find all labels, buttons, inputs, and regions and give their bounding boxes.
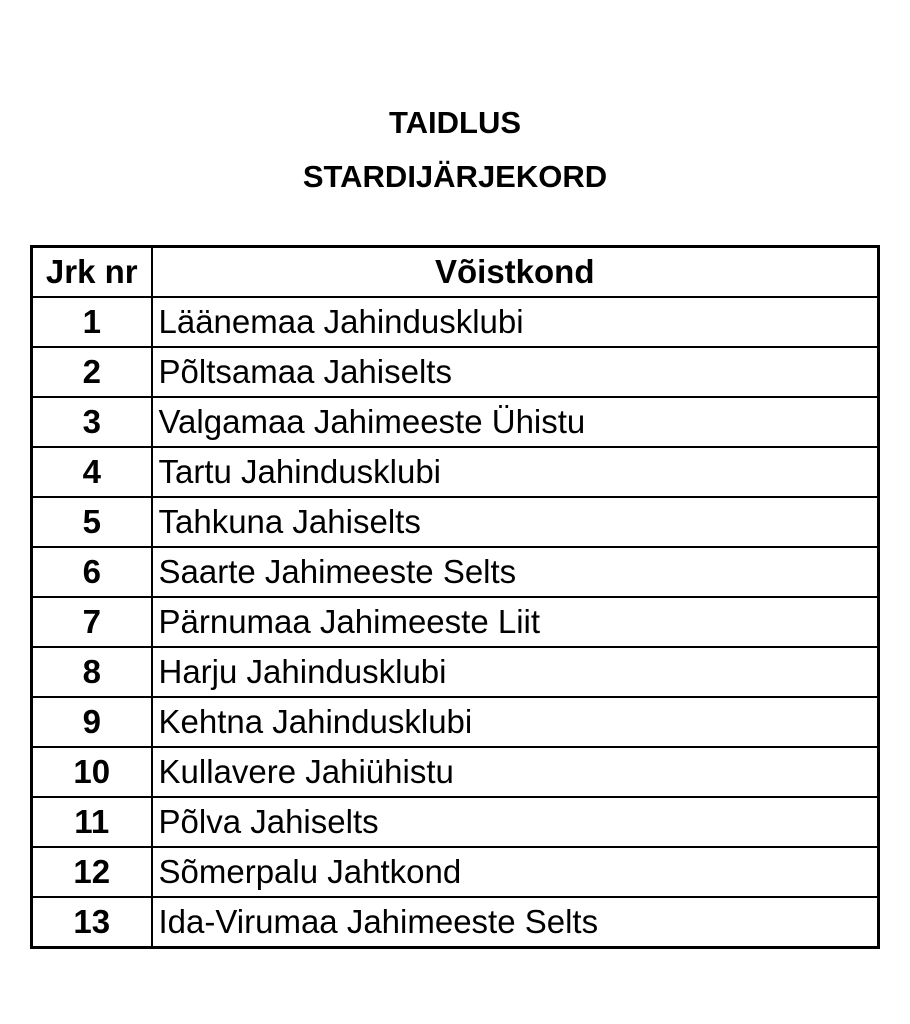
table-row bbox=[32, 297, 879, 347]
team-name-cell: Kullavere Jahiühistu bbox=[152, 747, 879, 797]
row-number-cell: 2 bbox=[32, 347, 152, 397]
table-row bbox=[32, 797, 879, 847]
table-row bbox=[32, 447, 879, 497]
team-name-cell: Tahkuna Jahiselts bbox=[152, 497, 879, 547]
team-name-cell: Valgamaa Jahimeeste Ühistu bbox=[152, 397, 879, 447]
team-name-cell: Põltsamaa Jahiselts bbox=[152, 347, 879, 397]
table-row bbox=[32, 397, 879, 447]
team-name-cell: Saarte Jahimeeste Selts bbox=[152, 547, 879, 597]
team-name-cell: Kehtna Jahindusklubi bbox=[152, 697, 879, 747]
team-name-cell: Põlva Jahiselts bbox=[152, 797, 879, 847]
team-name-cell: Ida-Virumaa Jahimeeste Selts bbox=[152, 897, 879, 948]
team-name-cell: Tartu Jahindusklubi bbox=[152, 447, 879, 497]
table-body bbox=[32, 297, 879, 948]
row-number-cell: 3 bbox=[32, 397, 152, 447]
column-header-number: Jrk nr bbox=[32, 247, 152, 298]
table-row bbox=[32, 897, 879, 948]
row-number-cell: 10 bbox=[32, 747, 152, 797]
document-title: TAIDLUS bbox=[388, 105, 522, 140]
table-row bbox=[32, 547, 879, 597]
team-name-cell: Pärnumaa Jahimeeste Liit bbox=[152, 597, 879, 647]
row-number-cell: 8 bbox=[32, 647, 152, 697]
team-name-cell: Harju Jahindusklubi bbox=[152, 647, 879, 697]
team-name-cell: Sõmerpalu Jahtkond bbox=[152, 847, 879, 897]
row-number-cell: 11 bbox=[32, 797, 152, 847]
document-subtitle: STARDIJÄRJEKORD bbox=[302, 159, 608, 194]
table-row bbox=[32, 697, 879, 747]
team-name-cell: Läänemaa Jahindusklubi bbox=[152, 297, 879, 347]
table-row bbox=[32, 647, 879, 697]
table-row bbox=[32, 497, 879, 547]
table-row bbox=[32, 747, 879, 797]
row-number-cell: 4 bbox=[32, 447, 152, 497]
row-number-cell: 12 bbox=[32, 847, 152, 897]
row-number-cell: 5 bbox=[32, 497, 152, 547]
row-number-cell: 13 bbox=[32, 897, 152, 948]
table-row bbox=[32, 347, 879, 397]
row-number-cell: 7 bbox=[32, 597, 152, 647]
row-number-cell: 9 bbox=[32, 697, 152, 747]
start-order-table bbox=[30, 245, 880, 949]
row-number-cell: 6 bbox=[32, 547, 152, 597]
column-header-team: Võistkond bbox=[152, 247, 879, 298]
document-header bbox=[0, 96, 910, 204]
row-number-cell: 1 bbox=[32, 297, 152, 347]
table-row bbox=[32, 597, 879, 647]
table-row bbox=[32, 847, 879, 897]
table-header-row bbox=[32, 247, 879, 298]
